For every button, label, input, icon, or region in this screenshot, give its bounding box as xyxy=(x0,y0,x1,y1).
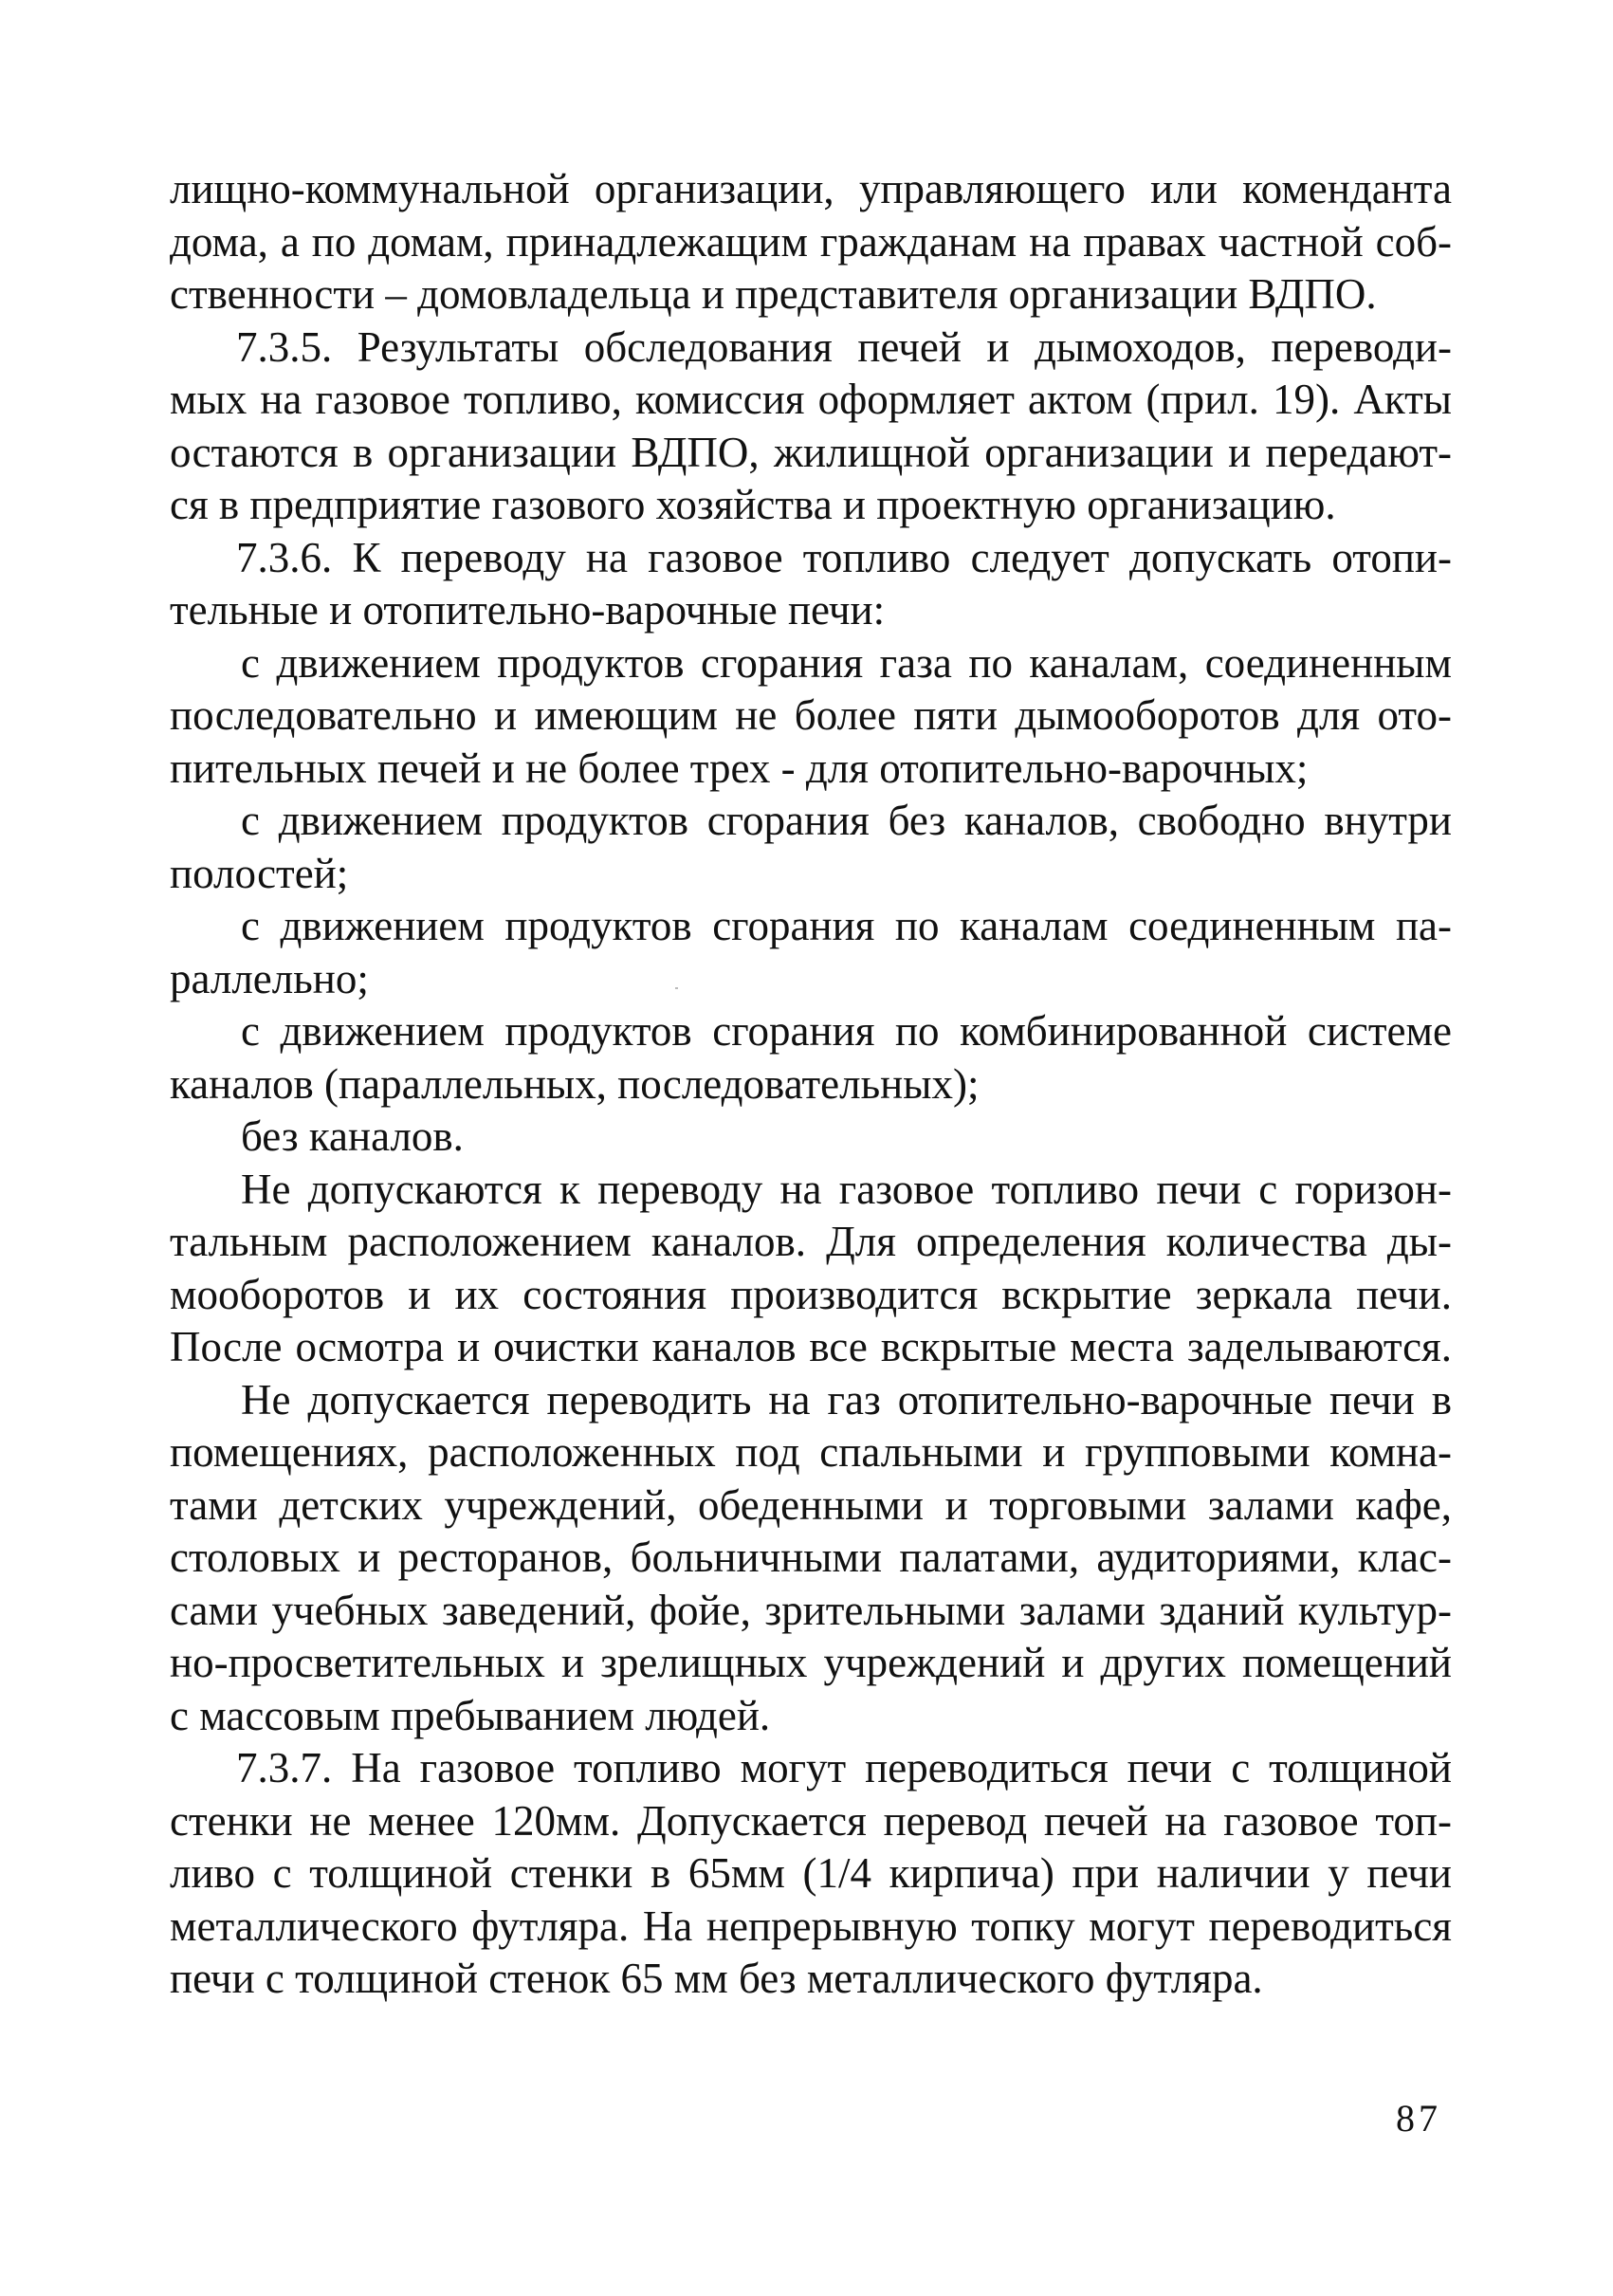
text-line: Не допускаются к переводу на газовое топливо печи с горизон- xyxy=(241,1165,1452,1213)
text-line: помещениях, расположенных под спальными и групповыми комна- xyxy=(170,1428,1452,1476)
text-line: мых на газовое топливо, комиссия оформляет актом (прил. 19). Акты xyxy=(170,376,1452,423)
text-line: каналов (параллельных, последовательных); xyxy=(170,1059,980,1108)
text-line: После осмотра и очистки каналов все вскрытые места заделываются. xyxy=(170,1323,1452,1370)
text-line: с движением продуктов сгорания по каналам соединенным па- xyxy=(241,902,1452,949)
text-line: полостей; xyxy=(170,849,349,897)
page-number: 87 xyxy=(1396,2097,1441,2140)
text-line: остаются в организации ВДПО, жилищной организации и передают- xyxy=(170,428,1452,476)
text-line: с движением продуктов сгорания по комбинированной системе xyxy=(241,1007,1452,1055)
text-line: с движением продуктов сгорания без каналов, свободно внутри xyxy=(241,797,1452,844)
text-line: 7.3.7. На газовое топливо могут переводиться печи с толщиной xyxy=(236,1744,1452,1791)
text-line: 7.3.5. Результаты обследования печей и дымоходов, переводи- xyxy=(236,322,1452,371)
text-line: раллельно; xyxy=(170,954,369,1002)
body-text xyxy=(170,163,1452,2006)
text-line: пительных печей и не более трех - для отопительно-варочных; xyxy=(170,744,1309,792)
text-line: с массовым пребыванием людей. xyxy=(170,1691,771,1739)
text-line: ся в предприятие газового хозяйства и проектную организацию. xyxy=(170,481,1336,528)
text-line: столовых и ресторанов, больничными палатами, аудиториями, клас- xyxy=(170,1534,1452,1581)
text-line: тами детских учреждений, обеденными и торговыми залами кафе, xyxy=(170,1480,1452,1529)
text-line: Не допускается переводить на газ отопительно-варочные печи в xyxy=(241,1375,1452,1424)
scan-speck xyxy=(675,987,678,989)
text-line: стенки не менее 120мм. Допускается перевод печей на газовое топ- xyxy=(170,1796,1452,1845)
text-line: 7.3.6. К переводу на газовое топливо следует допускать отопи- xyxy=(236,533,1452,581)
text-line: печи с толщиной стенок 65 мм без металлического футляра. xyxy=(170,1955,1263,2002)
text-line: ливо с толщиной стенки в 65мм (1/4 кирпича) при наличии у печи xyxy=(170,1849,1452,1897)
text-line: с движением продуктов сгорания газа по каналам, соединенным xyxy=(241,638,1452,687)
text-line: дома, а по домам, принадлежащим гражданам на правах частной соб- xyxy=(170,217,1452,266)
text-line: но-просветительных и зрелищных учреждений и других помещений xyxy=(170,1639,1452,1686)
text-line: металлического футляра. На непрерывную топку могут переводиться xyxy=(170,1901,1452,1950)
text-line: сами учебных заведений, фойе, зрительными залами зданий культур- xyxy=(170,1586,1452,1634)
text-line: последовательно и имеющим не более пяти дымооборотов для ото- xyxy=(170,691,1452,739)
text-line: ственности – домовладельца и представителя организации ВДПО. xyxy=(170,270,1377,318)
text-line: без каналов. xyxy=(241,1112,464,1160)
text-line: лищно-коммунальной организации, управляющего или коменданта xyxy=(170,165,1452,212)
text-line: тельные и отопительно-варочные печи: xyxy=(170,586,886,634)
text-line: тальным расположением каналов. Для определения количества ды- xyxy=(170,1218,1452,1265)
text-line: мооборотов и их состояния производится вскрытие зеркала печи. xyxy=(170,1270,1452,1318)
